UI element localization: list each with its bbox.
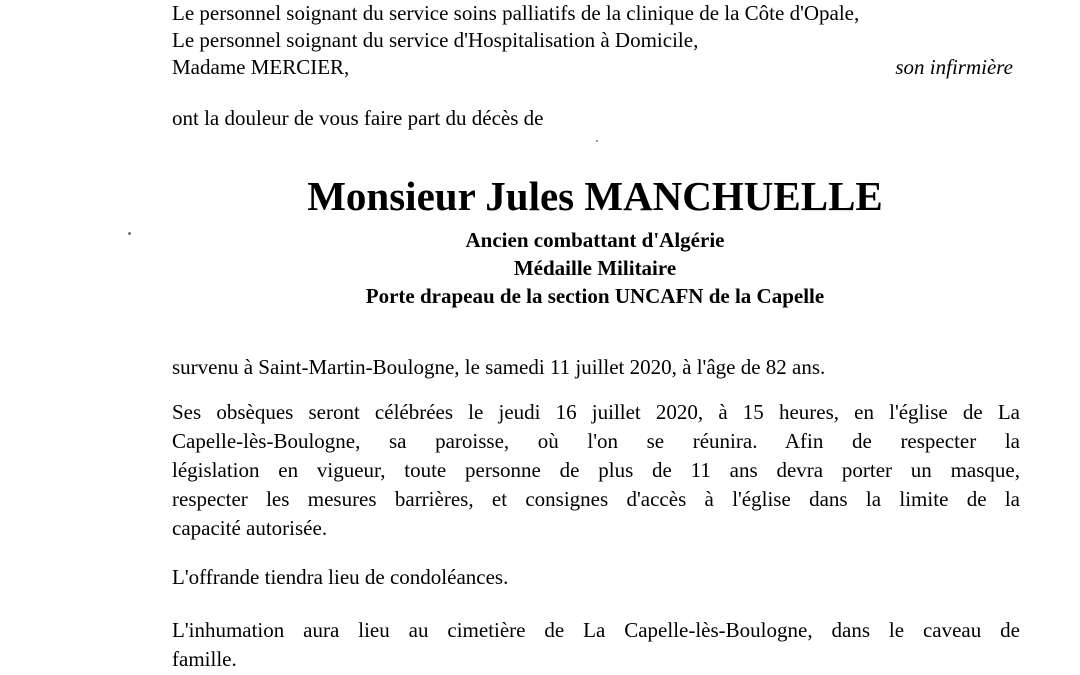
funeral-line-4: respecter les mesures barrières, et consignes d'accès à l'église dans la limite de la [172,487,1020,511]
header-line-3-role: son infirmière [895,55,1013,79]
header-line-1: Le personnel soignant du service soins palliatifs de la clinique de la Côte d'Opale, [172,1,860,25]
funeral-line-2: Capelle-lès-Boulogne, sa paroisse, où l'on se réunira. Afin de respecter la [172,429,1020,453]
funeral-line-3: législation en vigueur, toute personne de plus de 11 ans devra porter un masque, [172,458,1020,482]
funeral-line-5: capacité autorisée. [172,516,328,540]
deceased-title-1: Ancien combattant d'Algérie [465,228,725,252]
death-text: survenu à Saint-Martin-Boulogne, le samedi 11 juillet 2020, à l'âge de 82 ans. [172,355,826,379]
deceased-title-2: Médaille Militaire [513,256,677,280]
header-line-3-name: Madame MERCIER, [172,55,350,79]
burial-line-1: L'inhumation aura lieu au cimetière de La Capelle-lès-Boulogne, dans le caveau de [172,618,1020,642]
header-line-2: Le personnel soignant du service d'Hospitalisation à Domicile, [172,28,699,52]
funeral-line-1: Ses obsèques seront célébrées le jeudi 16 juillet 2020, à 15 heures, en l'église de La [172,400,1020,424]
scan-speck [596,140,598,142]
deceased-title-3: Porte drapeau de la section UNCAFN de la Capelle [365,284,825,308]
deceased-name: Monsieur Jules MANCHUELLE [307,173,883,219]
offering-text: L'offrande tiendra lieu de condoléances. [172,565,509,589]
scan-speck [128,232,131,235]
announce-text: ont la douleur de vous faire part du décès de [172,106,544,130]
burial-line-2: famille. [172,647,237,671]
